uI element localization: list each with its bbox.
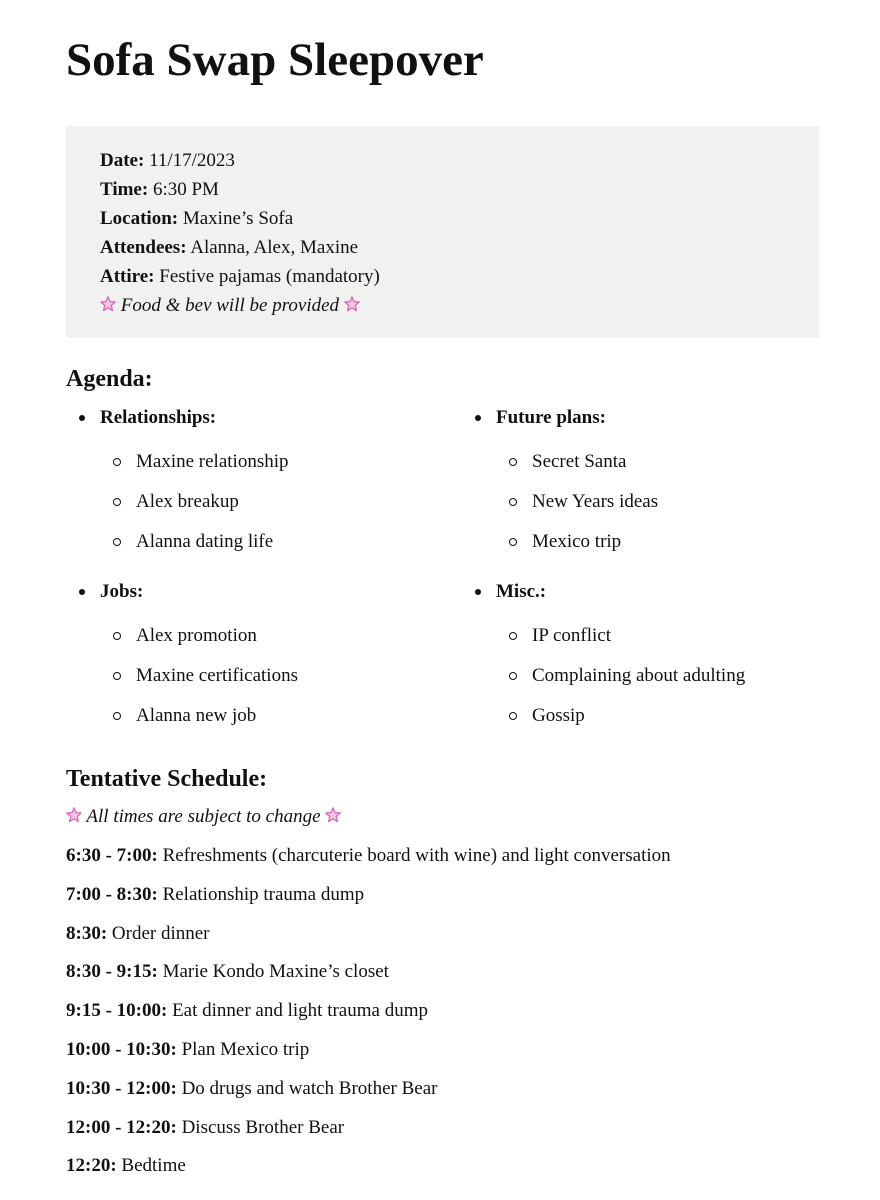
event-details xyxy=(100,146,380,320)
star-icon xyxy=(100,296,116,312)
schedule-row xyxy=(66,881,819,920)
agenda-item: Alanna new job xyxy=(66,704,446,728)
schedule-time: 9:15 - 10:00: xyxy=(66,1000,168,1022)
schedule-activity: Order dinner xyxy=(111,922,210,944)
detail-location xyxy=(100,204,380,233)
agenda-group-title: Future plans: xyxy=(462,402,842,434)
detail-label: Attire: xyxy=(100,266,155,287)
page-title: Sofa Swap Sleepover xyxy=(66,34,484,86)
agenda-group-title: Jobs: xyxy=(66,576,446,608)
schedule-note xyxy=(66,803,341,831)
agenda-group-misc xyxy=(462,576,842,728)
agenda-group-future-plans xyxy=(462,402,842,554)
agenda-group-jobs xyxy=(66,576,446,728)
agenda-item: Mexico trip xyxy=(462,530,842,554)
agenda-group-title: Misc.: xyxy=(462,576,842,608)
details-note-text: Food & bev will be provided xyxy=(120,295,340,316)
agenda-group-relationships xyxy=(66,402,446,554)
detail-label: Date: xyxy=(100,150,145,171)
schedule-activity: Do drugs and watch Brother Bear xyxy=(181,1077,438,1099)
schedule-list xyxy=(66,842,819,1191)
agenda-item: Secret Santa xyxy=(462,450,842,474)
schedule-row xyxy=(66,1075,819,1114)
schedule-activity: Refreshments (charcuterie board with wine) and light conversation xyxy=(162,845,671,866)
schedule-note-text: All times are subject to change xyxy=(86,806,321,827)
detail-value: Festive pajamas (mandatory) xyxy=(159,266,380,287)
agenda-item: Maxine relationship xyxy=(66,450,446,474)
schedule-row xyxy=(66,842,819,881)
schedule-activity: Relationship trauma dump xyxy=(162,883,365,905)
detail-label: Location: xyxy=(100,208,179,229)
detail-label: Attendees: xyxy=(100,237,187,258)
agenda-heading: Agenda: xyxy=(66,366,153,392)
schedule-activity: Discuss Brother Bear xyxy=(181,1116,345,1138)
schedule-row xyxy=(66,1152,819,1191)
detail-attendees xyxy=(100,233,380,262)
schedule-activity: Marie Kondo Maxine’s closet xyxy=(162,961,389,983)
agenda-item: Maxine certifications xyxy=(66,664,446,688)
detail-value: Maxine’s Sofa xyxy=(182,208,294,229)
detail-value: 6:30 PM xyxy=(152,179,219,200)
schedule-row xyxy=(66,958,819,997)
agenda-list xyxy=(66,402,819,742)
schedule-row xyxy=(66,920,819,959)
detail-time xyxy=(100,175,380,204)
schedule-time: 10:30 - 12:00: xyxy=(66,1077,177,1099)
detail-value: Alanna, Alex, Maxine xyxy=(190,237,359,258)
schedule-time: 12:20: xyxy=(66,1155,117,1177)
schedule-time: 8:30 - 9:15: xyxy=(66,961,158,983)
schedule-time: 8:30: xyxy=(66,922,108,944)
schedule-activity: Bedtime xyxy=(121,1155,186,1177)
schedule-row xyxy=(66,997,819,1036)
agenda-item: IP conflict xyxy=(462,624,842,648)
schedule-time: 6:30 - 7:00: xyxy=(66,845,158,866)
event-details-box xyxy=(66,126,819,338)
detail-date xyxy=(100,146,380,175)
schedule-activity: Eat dinner and light trauma dump xyxy=(172,1000,428,1022)
star-icon xyxy=(325,807,341,823)
details-note xyxy=(100,291,380,320)
star-icon xyxy=(344,296,360,312)
agenda-item: Complaining about adulting xyxy=(462,664,842,688)
agenda-item: Gossip xyxy=(462,704,842,728)
schedule-time: 12:00 - 12:20: xyxy=(66,1116,177,1138)
schedule-activity: Plan Mexico trip xyxy=(181,1038,310,1060)
detail-value: 11/17/2023 xyxy=(149,150,235,171)
agenda-item: Alex breakup xyxy=(66,490,446,514)
star-icon xyxy=(66,807,82,823)
agenda-group-title: Relationships: xyxy=(66,402,446,434)
detail-label: Time: xyxy=(100,179,149,200)
schedule-time: 10:00 - 10:30: xyxy=(66,1038,177,1060)
schedule-row xyxy=(66,1036,819,1075)
schedule-heading: Tentative Schedule: xyxy=(66,766,268,792)
agenda-item: New Years ideas xyxy=(462,490,842,514)
detail-attire xyxy=(100,262,380,291)
schedule-time: 7:00 - 8:30: xyxy=(66,883,158,905)
agenda-item: Alanna dating life xyxy=(66,530,446,554)
agenda-item: Alex promotion xyxy=(66,624,446,648)
schedule-row xyxy=(66,1114,819,1153)
